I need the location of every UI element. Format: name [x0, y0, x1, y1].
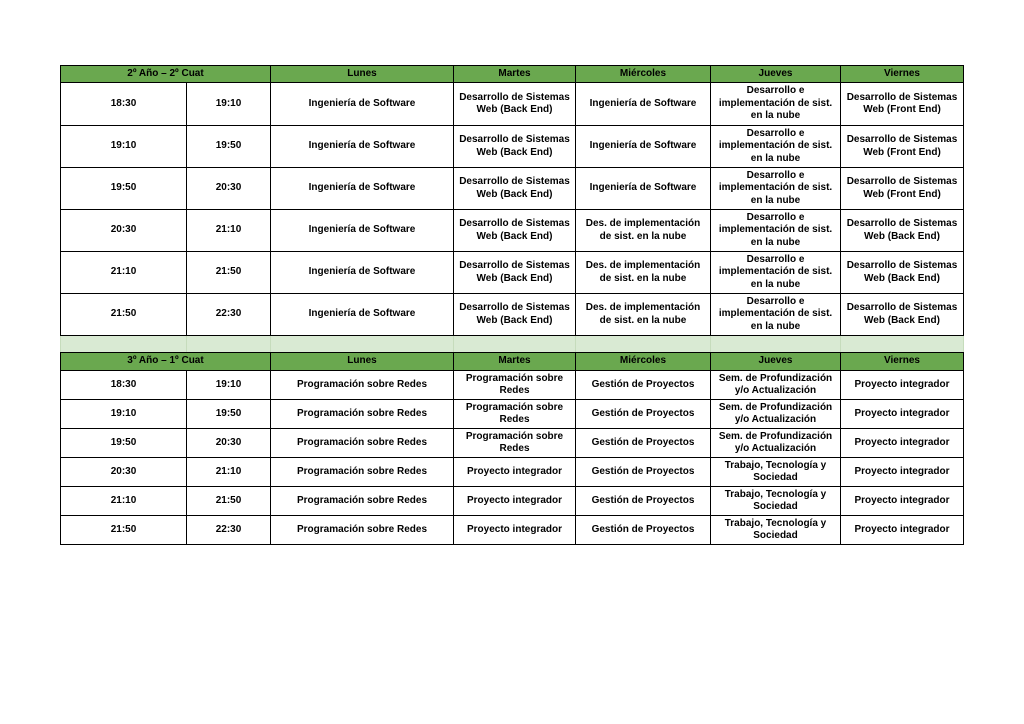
class-miercoles: Des. de implementación de sist. en la nube — [576, 210, 711, 252]
class-lunes: Ingeniería de Software — [271, 126, 454, 168]
day-header-martes: Martes — [454, 353, 576, 371]
class-lunes: Programación sobre Redes — [271, 371, 454, 400]
class-martes: Proyecto integrador — [454, 516, 576, 545]
class-miercoles: Gestión de Proyectos — [576, 429, 711, 458]
start-time: 19:10 — [61, 400, 187, 429]
class-miercoles: Ingeniería de Software — [576, 126, 711, 168]
class-jueves: Trabajo, Tecnología y Sociedad — [711, 516, 841, 545]
class-viernes: Proyecto integrador — [841, 429, 964, 458]
class-lunes: Ingeniería de Software — [271, 294, 454, 336]
end-time: 21:50 — [187, 252, 271, 294]
schedule-row — [61, 400, 964, 429]
end-time: 21:10 — [187, 210, 271, 252]
class-miercoles: Gestión de Proyectos — [576, 400, 711, 429]
class-martes: Programación sobre Redes — [454, 429, 576, 458]
class-viernes: Desarrollo de Sistemas Web (Front End) — [841, 83, 964, 126]
separator-cell — [576, 336, 711, 353]
day-header-miercoles: Miércoles — [576, 353, 711, 371]
end-time: 21:50 — [187, 487, 271, 516]
class-miercoles: Des. de implementación de sist. en la nube — [576, 294, 711, 336]
class-martes: Desarrollo de Sistemas Web (Back End) — [454, 210, 576, 252]
class-martes: Programación sobre Redes — [454, 400, 576, 429]
block-title: 3º Año – 1º Cuat — [61, 353, 271, 371]
day-header-lunes: Lunes — [271, 353, 454, 371]
start-time: 21:50 — [61, 516, 187, 545]
class-miercoles: Gestión de Proyectos — [576, 371, 711, 400]
class-martes: Programación sobre Redes — [454, 371, 576, 400]
start-time: 20:30 — [61, 458, 187, 487]
end-time: 20:30 — [187, 429, 271, 458]
start-time: 18:30 — [61, 83, 187, 126]
end-time: 22:30 — [187, 516, 271, 545]
schedule-row — [61, 516, 964, 545]
class-jueves: Desarrollo e implementación de sist. en la nube — [711, 294, 841, 336]
schedule-body — [61, 66, 964, 545]
class-jueves: Desarrollo e implementación de sist. en la nube — [711, 252, 841, 294]
class-martes: Desarrollo de Sistemas Web (Back End) — [454, 252, 576, 294]
day-header-lunes: Lunes — [271, 66, 454, 83]
start-time: 19:50 — [61, 168, 187, 210]
schedule-row — [61, 126, 964, 168]
class-martes: Desarrollo de Sistemas Web (Back End) — [454, 83, 576, 126]
day-header-martes: Martes — [454, 66, 576, 83]
block-separator — [61, 336, 964, 353]
class-jueves: Desarrollo e implementación de sist. en la nube — [711, 168, 841, 210]
class-lunes: Programación sobre Redes — [271, 516, 454, 545]
class-martes: Desarrollo de Sistemas Web (Back End) — [454, 168, 576, 210]
day-header-viernes: Viernes — [841, 353, 964, 371]
start-time: 18:30 — [61, 371, 187, 400]
separator-cell — [711, 336, 841, 353]
class-jueves: Sem. de Profundización y/o Actualización — [711, 429, 841, 458]
class-jueves: Desarrollo e implementación de sist. en la nube — [711, 126, 841, 168]
class-miercoles: Gestión de Proyectos — [576, 458, 711, 487]
start-time: 20:30 — [61, 210, 187, 252]
schedule-row — [61, 168, 964, 210]
day-header-miercoles: Miércoles — [576, 66, 711, 83]
class-lunes: Ingeniería de Software — [271, 83, 454, 126]
class-jueves: Desarrollo e implementación de sist. en la nube — [711, 83, 841, 126]
block-header-row — [61, 353, 964, 371]
start-time: 19:10 — [61, 126, 187, 168]
class-lunes: Ingeniería de Software — [271, 252, 454, 294]
start-time: 21:10 — [61, 487, 187, 516]
end-time: 21:10 — [187, 458, 271, 487]
class-miercoles: Ingeniería de Software — [576, 168, 711, 210]
block-header-row — [61, 66, 964, 83]
start-time: 19:50 — [61, 429, 187, 458]
schedule-row — [61, 294, 964, 336]
schedule-row — [61, 210, 964, 252]
start-time: 21:50 — [61, 294, 187, 336]
class-martes: Proyecto integrador — [454, 458, 576, 487]
separator-cell — [61, 336, 187, 353]
end-time: 19:50 — [187, 400, 271, 429]
block-title: 2º Año – 2º Cuat — [61, 66, 271, 83]
separator-cell — [454, 336, 576, 353]
class-martes: Desarrollo de Sistemas Web (Back End) — [454, 126, 576, 168]
start-time: 21:10 — [61, 252, 187, 294]
end-time: 19:50 — [187, 126, 271, 168]
class-lunes: Ingeniería de Software — [271, 210, 454, 252]
schedule-row — [61, 487, 964, 516]
class-jueves: Sem. de Profundización y/o Actualización — [711, 400, 841, 429]
schedule-row — [61, 83, 964, 126]
separator-cell — [271, 336, 454, 353]
end-time: 20:30 — [187, 168, 271, 210]
class-miercoles: Gestión de Proyectos — [576, 516, 711, 545]
class-lunes: Programación sobre Redes — [271, 429, 454, 458]
class-viernes: Proyecto integrador — [841, 516, 964, 545]
class-viernes: Desarrollo de Sistemas Web (Front End) — [841, 126, 964, 168]
class-miercoles: Ingeniería de Software — [576, 83, 711, 126]
class-jueves: Trabajo, Tecnología y Sociedad — [711, 487, 841, 516]
class-jueves: Sem. de Profundización y/o Actualización — [711, 371, 841, 400]
class-viernes: Desarrollo de Sistemas Web (Front End) — [841, 168, 964, 210]
class-lunes: Ingeniería de Software — [271, 168, 454, 210]
class-lunes: Programación sobre Redes — [271, 458, 454, 487]
class-miercoles: Des. de implementación de sist. en la nube — [576, 252, 711, 294]
end-time: 19:10 — [187, 83, 271, 126]
class-viernes: Desarrollo de Sistemas Web (Back End) — [841, 252, 964, 294]
class-jueves: Trabajo, Tecnología y Sociedad — [711, 458, 841, 487]
class-viernes: Proyecto integrador — [841, 371, 964, 400]
class-viernes: Proyecto integrador — [841, 400, 964, 429]
separator-cell — [841, 336, 964, 353]
day-header-jueves: Jueves — [711, 353, 841, 371]
end-time: 19:10 — [187, 371, 271, 400]
class-miercoles: Gestión de Proyectos — [576, 487, 711, 516]
class-martes: Proyecto integrador — [454, 487, 576, 516]
class-viernes: Desarrollo de Sistemas Web (Back End) — [841, 294, 964, 336]
class-lunes: Programación sobre Redes — [271, 487, 454, 516]
class-martes: Desarrollo de Sistemas Web (Back End) — [454, 294, 576, 336]
class-jueves: Desarrollo e implementación de sist. en la nube — [711, 210, 841, 252]
day-header-jueves: Jueves — [711, 66, 841, 83]
schedule-row — [61, 429, 964, 458]
end-time: 22:30 — [187, 294, 271, 336]
class-viernes: Proyecto integrador — [841, 458, 964, 487]
schedule-row — [61, 458, 964, 487]
class-lunes: Programación sobre Redes — [271, 400, 454, 429]
separator-cell — [187, 336, 271, 353]
day-header-viernes: Viernes — [841, 66, 964, 83]
class-viernes: Proyecto integrador — [841, 487, 964, 516]
schedule-table — [60, 65, 964, 545]
schedule-row — [61, 371, 964, 400]
class-viernes: Desarrollo de Sistemas Web (Back End) — [841, 210, 964, 252]
schedule-row — [61, 252, 964, 294]
